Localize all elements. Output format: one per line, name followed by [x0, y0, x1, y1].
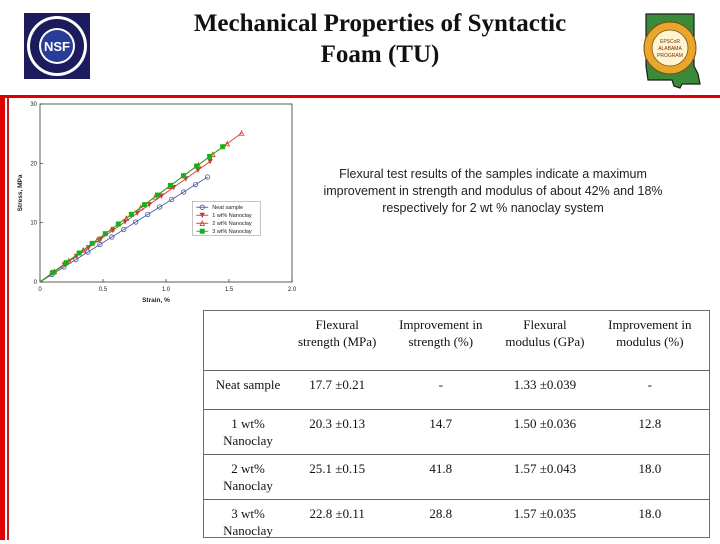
series-point	[77, 251, 81, 255]
y-tick-label: 30	[30, 102, 37, 108]
table-cell: 22.8 ±0.11	[292, 499, 382, 544]
results-summary: Flexural test results of the samples indicate a maximum improvement in strength and modulus of about 42% and 18% respectively for 2 wt % nanoclay system	[323, 167, 663, 215]
table-header-flexural-strength: Flexural strength (MPa)	[297, 317, 377, 349]
series-point	[168, 183, 172, 187]
series-point	[142, 202, 146, 206]
x-tick-label: 1.0	[161, 287, 171, 293]
y-tick-label: 0	[33, 280, 37, 286]
legend-label: 1 wt% Nanoclay	[212, 213, 252, 220]
table-cell: 41.8	[382, 454, 499, 499]
series-point	[181, 174, 185, 178]
stress-strain-chart	[10, 98, 300, 308]
x-tick-label: 0	[38, 287, 42, 293]
table-header-row	[204, 311, 709, 370]
legend-swatch-marker	[200, 229, 204, 233]
table-header-improvement-modulus: Improvement in modulus (%)	[608, 317, 692, 349]
slide-title-line-1: Mechanical Properties of Syntactic	[193, 10, 567, 37]
left-accent-stripe-inner	[7, 98, 9, 540]
table-cell: 1.33 ±0.039	[499, 370, 590, 409]
table-cell: 17.7 ±0.21	[292, 370, 382, 409]
table-cell: 18.0	[591, 454, 709, 499]
series-point	[194, 164, 198, 168]
table-header-empty	[204, 311, 292, 370]
table-cell: 1.50 ±0.036	[499, 409, 590, 454]
table-row	[204, 499, 709, 544]
table-cell: 25.1 ±0.15	[292, 454, 382, 499]
slide-title-line-2: Foam (TU)	[320, 41, 440, 68]
series-point	[221, 145, 225, 149]
y-tick-label: 10	[30, 220, 37, 227]
y-axis-label: Stress, MPa	[17, 174, 24, 212]
table-cell: 1.57 ±0.043	[499, 454, 590, 499]
nsf-logo-text: NSF	[44, 39, 70, 54]
table-row	[204, 409, 709, 454]
legend-label: 3 wt% Nanoclay	[212, 229, 252, 236]
table-row-label: Neat sample	[204, 370, 292, 409]
legend-label: Neat sample	[212, 205, 244, 212]
x-tick-label: 2.0	[287, 287, 297, 293]
left-accent-stripe	[0, 98, 5, 540]
table-cell: 20.3 ±0.13	[292, 409, 382, 454]
nsf-logo	[24, 13, 90, 79]
table-cell: -	[591, 370, 709, 409]
stress-strain-chart-svg	[10, 98, 300, 308]
series-point	[64, 260, 68, 264]
legend-label: 2 wt% Nanoclay	[212, 221, 252, 228]
y-tick-label: 20	[30, 161, 37, 168]
slide-title	[120, 8, 640, 70]
series-point	[103, 231, 107, 235]
x-tick-label: 1.5	[224, 287, 234, 293]
state-logo-text-3: PROGRAM	[657, 53, 683, 59]
table-row	[204, 370, 709, 409]
state-logo-text-1: EPSCoR	[659, 39, 681, 45]
table-cell: 18.0	[591, 499, 709, 544]
table-cell: -	[382, 370, 499, 409]
series-point	[90, 241, 94, 245]
table-cell: 28.8	[382, 499, 499, 544]
series-point	[155, 193, 159, 197]
table-header-flexural-modulus: Flexural modulus (GPa)	[505, 317, 585, 349]
properties-table	[203, 310, 710, 538]
series-point	[207, 154, 211, 158]
table-cell: 14.7	[382, 409, 499, 454]
table-row-label: 3 wt% Nanoclay	[204, 499, 292, 544]
series-point	[116, 222, 120, 226]
x-axis-label: Strain, %	[142, 297, 170, 304]
table-row-label: 2 wt% Nanoclay	[204, 454, 292, 499]
table-cell: 12.8	[591, 409, 709, 454]
alabama-epscor-logo	[636, 12, 706, 90]
table-header-improvement-strength: Improvement in strength (%)	[399, 317, 483, 349]
table-row	[204, 454, 709, 499]
x-tick-label: 0.5	[98, 287, 108, 293]
state-logo-text-2: ALABAMA	[658, 46, 682, 52]
series-point	[129, 212, 133, 216]
table-cell: 1.57 ±0.035	[499, 499, 590, 544]
series-point	[51, 270, 55, 274]
table-row-label: 1 wt% Nanoclay	[204, 409, 292, 454]
